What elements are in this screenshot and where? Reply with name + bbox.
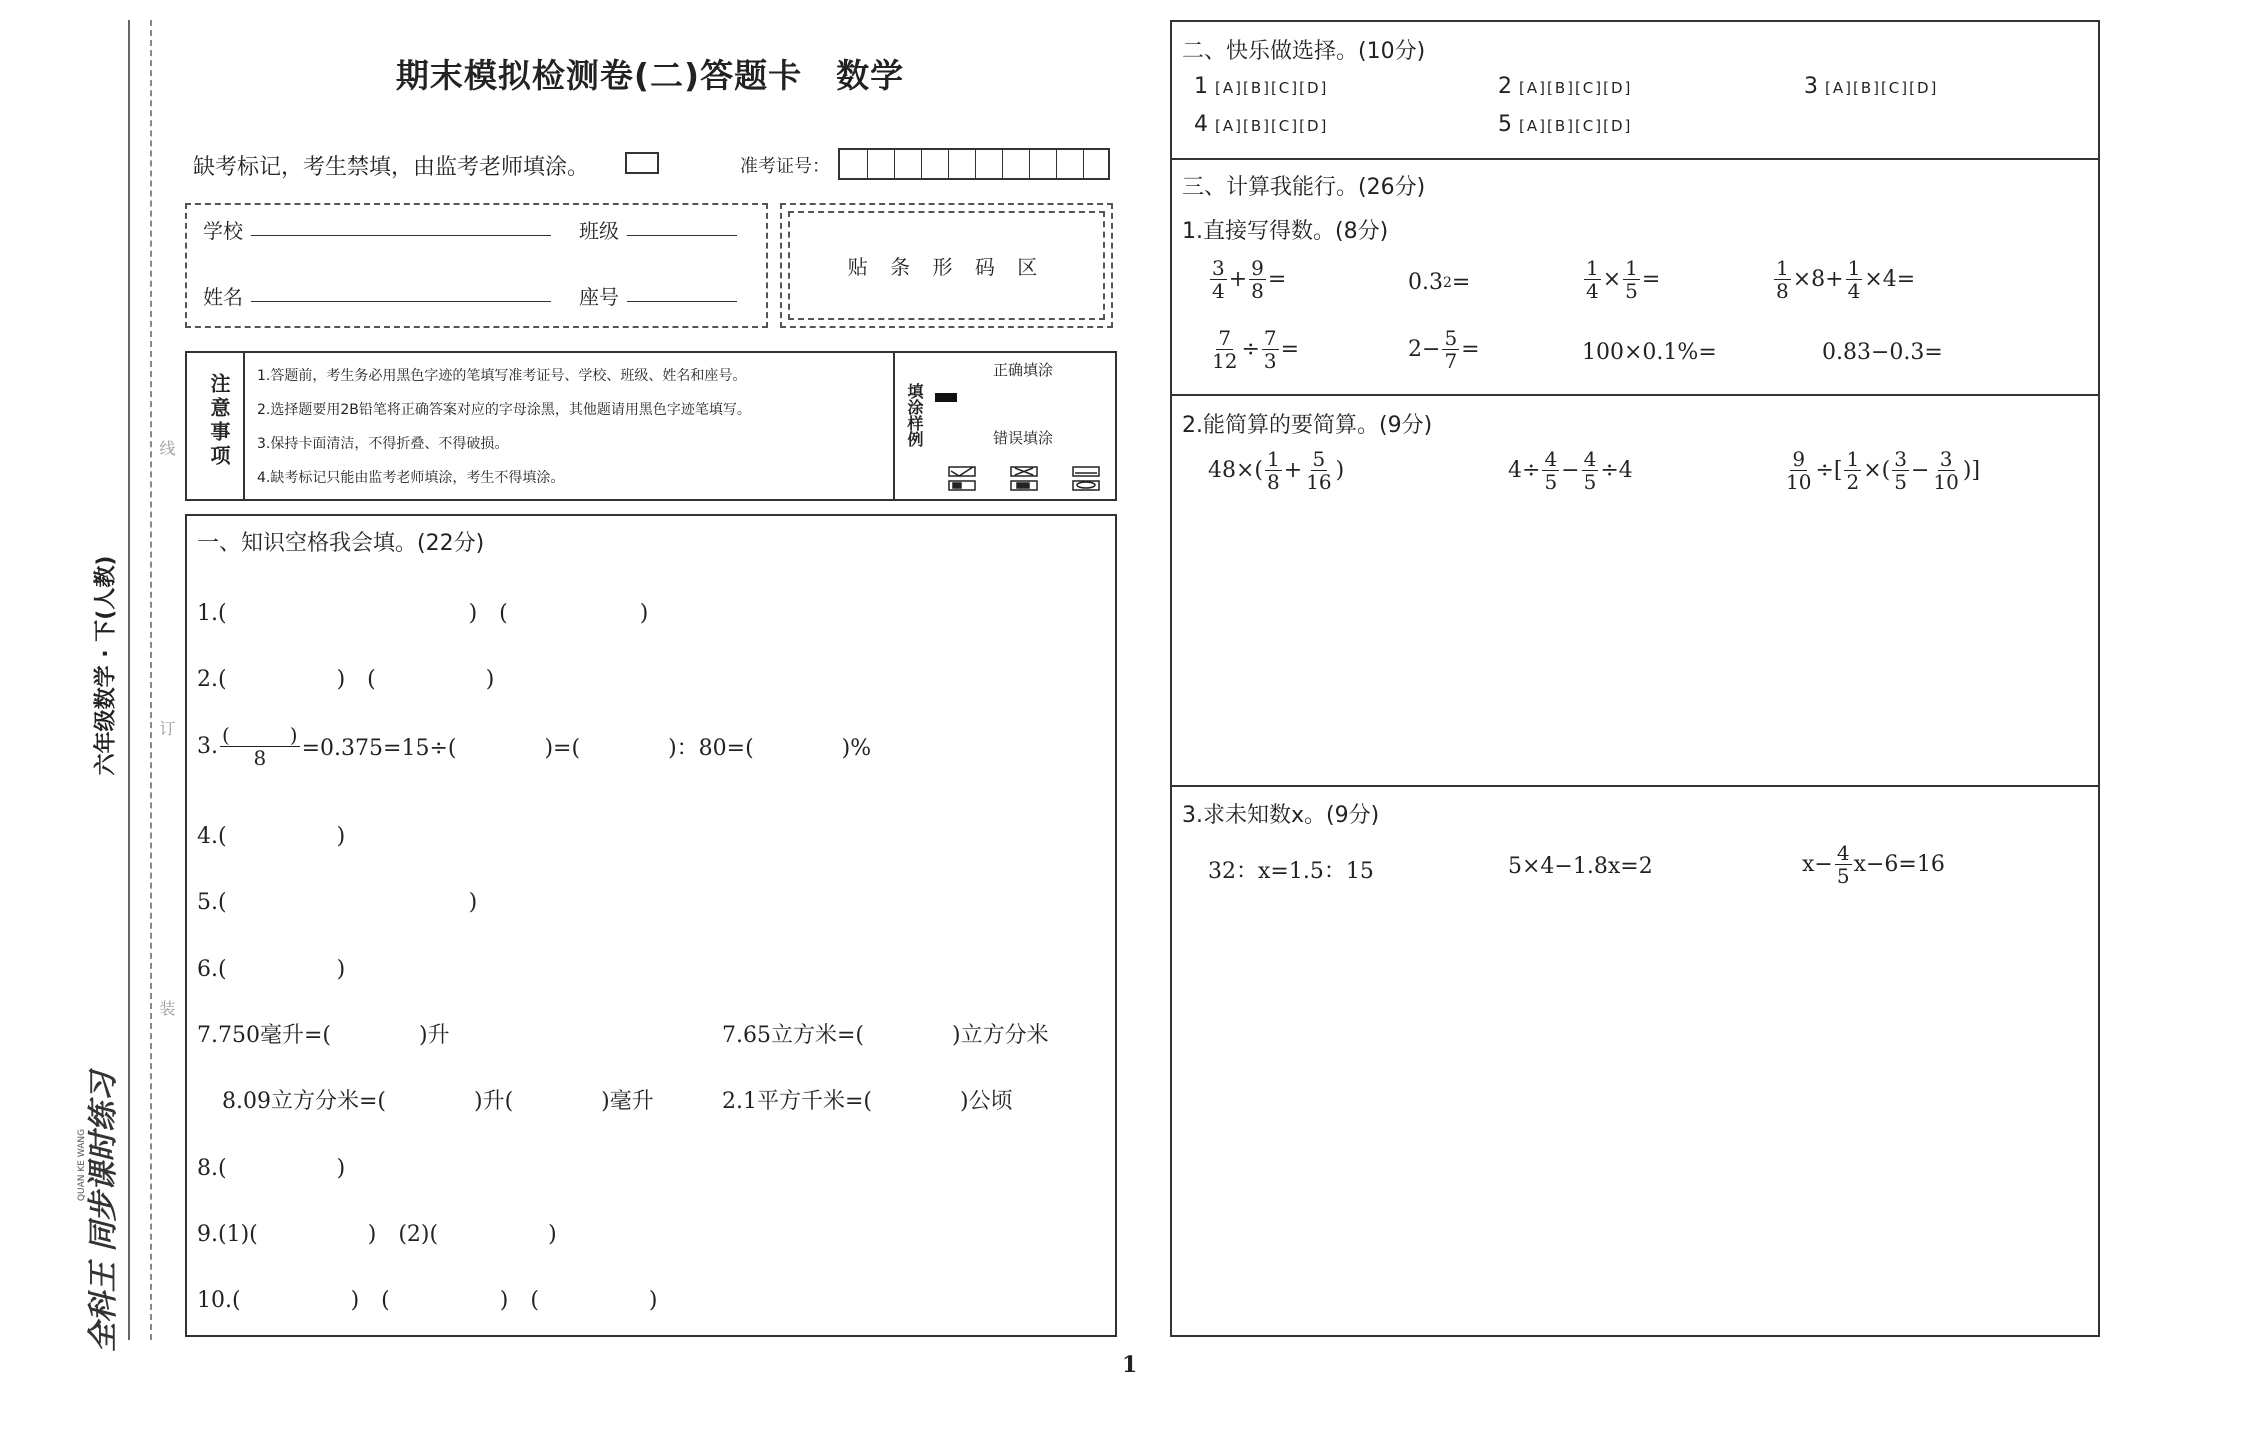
frac-den: 5 bbox=[1544, 470, 1558, 494]
expr-text: 0.3 bbox=[1408, 270, 1443, 295]
notice-divider bbox=[243, 353, 245, 499]
frac-den: 5 bbox=[1894, 470, 1907, 494]
calc-1[interactable] bbox=[1208, 257, 1286, 302]
expr-text: 0.83−0.3= bbox=[1822, 340, 1943, 365]
q7d-answer[interactable]: 2.1平方千米=( )公顷 bbox=[722, 1089, 1013, 1114]
section3-title: 三、计算我能行。(26分) bbox=[1182, 175, 1426, 200]
q6-answer[interactable]: 6.( ) bbox=[197, 957, 346, 982]
choice-3-number: 3 bbox=[1804, 74, 1818, 99]
equals: = bbox=[1451, 270, 1471, 295]
operator: + bbox=[1228, 267, 1248, 292]
frac-den: 7 bbox=[1444, 349, 1458, 373]
part2-title: 2.能简算的要简算。(9分) bbox=[1182, 413, 1433, 438]
exam-id-label: 准考证号： bbox=[740, 156, 830, 177]
expr-pre: 48×( bbox=[1208, 458, 1264, 483]
name-field[interactable] bbox=[251, 301, 551, 302]
q7c-answer[interactable]: 8.09立方分米=( )升( )毫升 bbox=[222, 1089, 654, 1114]
frac-den: 3 bbox=[1263, 349, 1277, 373]
frac-num: 1 bbox=[1776, 256, 1789, 280]
frac-num: 9 bbox=[1251, 256, 1264, 280]
spine-dashed-line bbox=[150, 20, 152, 1340]
absent-mark-box[interactable] bbox=[625, 152, 659, 174]
wrong-fill-samples bbox=[947, 465, 1107, 495]
divider bbox=[1172, 394, 2098, 396]
frac-num: 5 bbox=[1444, 326, 1458, 350]
right-panel bbox=[1170, 20, 2100, 1337]
expr-text: 32：x=1.5：15 bbox=[1208, 859, 1374, 884]
mark-bind: 订 bbox=[157, 720, 176, 736]
calc-6[interactable] bbox=[1408, 327, 1480, 372]
calc-2[interactable] bbox=[1408, 270, 1470, 295]
barcode-label: 贴 条 形 码 区 bbox=[847, 255, 1046, 279]
q7b-answer[interactable]: 7.65立方米=( )立方分米 bbox=[722, 1023, 1049, 1048]
expr-pre: x− bbox=[1802, 852, 1833, 877]
choice-3[interactable] bbox=[1804, 74, 1938, 99]
section2-title: 二、快乐做选择。(10分) bbox=[1182, 39, 1426, 64]
frac-num: 9 bbox=[1792, 447, 1806, 471]
mark-line: 线 bbox=[157, 440, 176, 456]
equation-3[interactable] bbox=[1802, 842, 1945, 887]
choice-1[interactable] bbox=[1194, 74, 1328, 99]
frac-num: 4 bbox=[1583, 447, 1597, 471]
frac-den: 5 bbox=[1583, 470, 1597, 494]
barcode-outer bbox=[780, 203, 1113, 328]
frac-den: 5 bbox=[1836, 864, 1850, 888]
calc-3[interactable] bbox=[1582, 257, 1660, 302]
equals: = bbox=[1280, 337, 1300, 362]
equals: = bbox=[1267, 267, 1287, 292]
q2-answer[interactable]: 2.( ) ( ) bbox=[197, 667, 495, 692]
choice-2-options[interactable]: [A][B][C][D] bbox=[1519, 79, 1633, 97]
frac-den: 10 bbox=[1786, 470, 1812, 494]
school-label: 学校 bbox=[203, 219, 243, 243]
correct-label: 正确填涂 bbox=[993, 361, 1054, 379]
sample-title: 填涂样例 bbox=[905, 383, 924, 447]
frac-num: 3 bbox=[1939, 447, 1953, 471]
expr-pre: 4÷ bbox=[1508, 458, 1541, 483]
choice-4-number: 4 bbox=[1194, 112, 1208, 137]
frac-num: 7 bbox=[1218, 326, 1232, 350]
mark-fold: 装 bbox=[157, 1000, 176, 1016]
choice-2-number: 2 bbox=[1498, 74, 1512, 99]
class-field[interactable] bbox=[627, 235, 737, 236]
q5-answer[interactable]: 5.( ) bbox=[197, 890, 478, 915]
frac-num: 3 bbox=[1212, 256, 1225, 280]
class-label: 班级 bbox=[579, 219, 619, 243]
expr-mid: ×8+ bbox=[1792, 267, 1844, 292]
school-field[interactable] bbox=[251, 235, 551, 236]
frac-den: 16 bbox=[1306, 470, 1332, 494]
calc-4[interactable] bbox=[1772, 257, 1915, 302]
frac-den: 8 bbox=[1267, 470, 1280, 494]
absent-mark-label: 缺考标记，考生禁填，由监考老师填涂。 bbox=[193, 155, 590, 180]
section1-box bbox=[185, 514, 1117, 1337]
frac-den: 8 bbox=[1251, 279, 1264, 303]
q3-rest: =0.375=15÷( )=( )：80=( )% bbox=[301, 736, 872, 761]
operator: ×( bbox=[1863, 458, 1891, 483]
info-box bbox=[185, 203, 768, 328]
notice-item: 2.选择题要用2B铅笔将正确答案对应的字母涂黑，其他题请用黑色字迹笔填写。 bbox=[257, 402, 751, 418]
q7a-answer[interactable]: 7.750毫升=( )升 bbox=[197, 1023, 450, 1048]
expr-tail: ×4= bbox=[1864, 267, 1916, 292]
barcode-inner bbox=[788, 211, 1105, 320]
q9-answer[interactable]: 9.(1)( ) (2)( ) bbox=[197, 1222, 557, 1247]
frac-den: 8 bbox=[1776, 279, 1789, 303]
part1-title: 1.直接写得数。(8分) bbox=[1182, 219, 1389, 244]
choice-1-options[interactable]: [A][B][C][D] bbox=[1215, 79, 1329, 97]
frac-num: 7 bbox=[1263, 326, 1277, 350]
correct-fill-sample bbox=[935, 393, 957, 402]
choice-4-options[interactable]: [A][B][C][D] bbox=[1215, 117, 1329, 135]
name-label: 姓名 bbox=[203, 285, 243, 309]
q3-prefix: 3. bbox=[197, 734, 218, 759]
expr-post: ) bbox=[1335, 458, 1345, 483]
page-number: 1 bbox=[1122, 1352, 1138, 1378]
calc-5[interactable] bbox=[1208, 327, 1299, 372]
notice-item: 1.答题前，考生务必用黑色字迹的笔填写准考证号、学校、班级、姓名和座号。 bbox=[257, 368, 747, 384]
expr-text: 5×4−1.8x=2 bbox=[1508, 854, 1653, 879]
frac-num: 1 bbox=[1267, 447, 1280, 471]
q3-denominator: 8 bbox=[253, 746, 267, 770]
choice-4[interactable] bbox=[1194, 112, 1328, 137]
expr-post: )] bbox=[1962, 458, 1981, 483]
equals: = bbox=[1641, 267, 1661, 292]
binding-spine bbox=[20, 20, 176, 1353]
frac-den: 12 bbox=[1212, 349, 1238, 373]
grade-label: 六年级数学 · 下(人教) bbox=[93, 555, 119, 776]
choice-2[interactable] bbox=[1498, 74, 1632, 99]
expr-text: 100×0.1%= bbox=[1582, 340, 1717, 365]
choice-5-number: 5 bbox=[1498, 112, 1512, 137]
frac-num: 1 bbox=[1625, 256, 1638, 280]
frac-den: 4 bbox=[1212, 279, 1225, 303]
operator: ÷ bbox=[1241, 337, 1260, 362]
frac-num: 4 bbox=[1544, 447, 1558, 471]
operator: ÷[ bbox=[1815, 458, 1843, 483]
q10-answer[interactable]: 10.( ) ( ) ( ) bbox=[197, 1288, 658, 1313]
choice-5-options[interactable]: [A][B][C][D] bbox=[1519, 117, 1633, 135]
divider bbox=[1172, 158, 2098, 160]
part3-title: 3.求未知数x。(9分) bbox=[1182, 803, 1380, 828]
frac-den: 10 bbox=[1933, 470, 1959, 494]
expr-post: x−6=16 bbox=[1853, 852, 1945, 877]
operator: − bbox=[1910, 458, 1930, 483]
notice-box bbox=[185, 351, 1117, 501]
frac-num: 4 bbox=[1836, 841, 1850, 865]
spine-outer-line bbox=[128, 20, 130, 1340]
brand-pinyin: QUAN KE WANG bbox=[77, 1128, 87, 1202]
exponent: 2 bbox=[1443, 274, 1452, 291]
frac-den: 2 bbox=[1846, 470, 1860, 494]
operator: + bbox=[1283, 458, 1303, 483]
frac-num: 1 bbox=[1847, 256, 1861, 280]
choice-1-number: 1 bbox=[1194, 74, 1208, 99]
divider bbox=[1172, 785, 2098, 787]
calc-8[interactable] bbox=[1822, 340, 1943, 365]
sample-divider bbox=[893, 353, 895, 499]
q3-answer[interactable] bbox=[197, 724, 871, 769]
notice-title: 注意事项 bbox=[207, 373, 231, 469]
equation-1[interactable] bbox=[1208, 854, 1374, 885]
exam-id-boxes[interactable] bbox=[838, 148, 1110, 180]
q4-answer[interactable]: 4.( ) bbox=[197, 824, 346, 849]
simplify-1[interactable] bbox=[1208, 448, 1344, 493]
page-title: 期末模拟检测卷(二)答题卡 数学 bbox=[395, 56, 905, 95]
expr-pre: 2− bbox=[1408, 337, 1441, 362]
equation-2[interactable] bbox=[1508, 854, 1653, 879]
q8-answer[interactable]: 8.( ) bbox=[197, 1156, 346, 1181]
notice-item: 3.保持卡面清洁，不得折叠、不得破损。 bbox=[257, 436, 509, 452]
frac-num: 1 bbox=[1586, 256, 1599, 280]
operator: − bbox=[1561, 458, 1580, 483]
wrong-label: 错误填涂 bbox=[993, 429, 1054, 447]
q1-answer[interactable]: 1.( ) ( ) bbox=[197, 601, 649, 626]
simplify-2[interactable] bbox=[1508, 448, 1633, 493]
simplify-3[interactable] bbox=[1782, 448, 1980, 493]
frac-num: 1 bbox=[1846, 447, 1860, 471]
frac-den: 5 bbox=[1625, 279, 1638, 303]
section1-title: 一、知识空格我会填。(22分) bbox=[197, 531, 485, 556]
frac-num: 5 bbox=[1312, 447, 1326, 471]
frac-den: 4 bbox=[1586, 279, 1599, 303]
choice-3-options[interactable]: [A][B][C][D] bbox=[1825, 79, 1939, 97]
seat-field[interactable] bbox=[627, 301, 737, 302]
frac-num: 3 bbox=[1894, 447, 1907, 471]
calc-7[interactable] bbox=[1582, 340, 1717, 365]
expr-post: ÷4 bbox=[1600, 458, 1633, 483]
seat-label: 座号 bbox=[579, 285, 619, 309]
choice-5[interactable] bbox=[1498, 112, 1632, 137]
q3-numerator: ( ) bbox=[222, 723, 298, 747]
equals: = bbox=[1461, 337, 1480, 362]
brand-logo: 全科王 同步课时练习 bbox=[86, 1071, 121, 1353]
operator: × bbox=[1602, 267, 1622, 292]
notice-item: 4.缺考标记只能由监考老师填涂，考生不得填涂。 bbox=[257, 470, 565, 486]
frac-den: 4 bbox=[1847, 279, 1861, 303]
